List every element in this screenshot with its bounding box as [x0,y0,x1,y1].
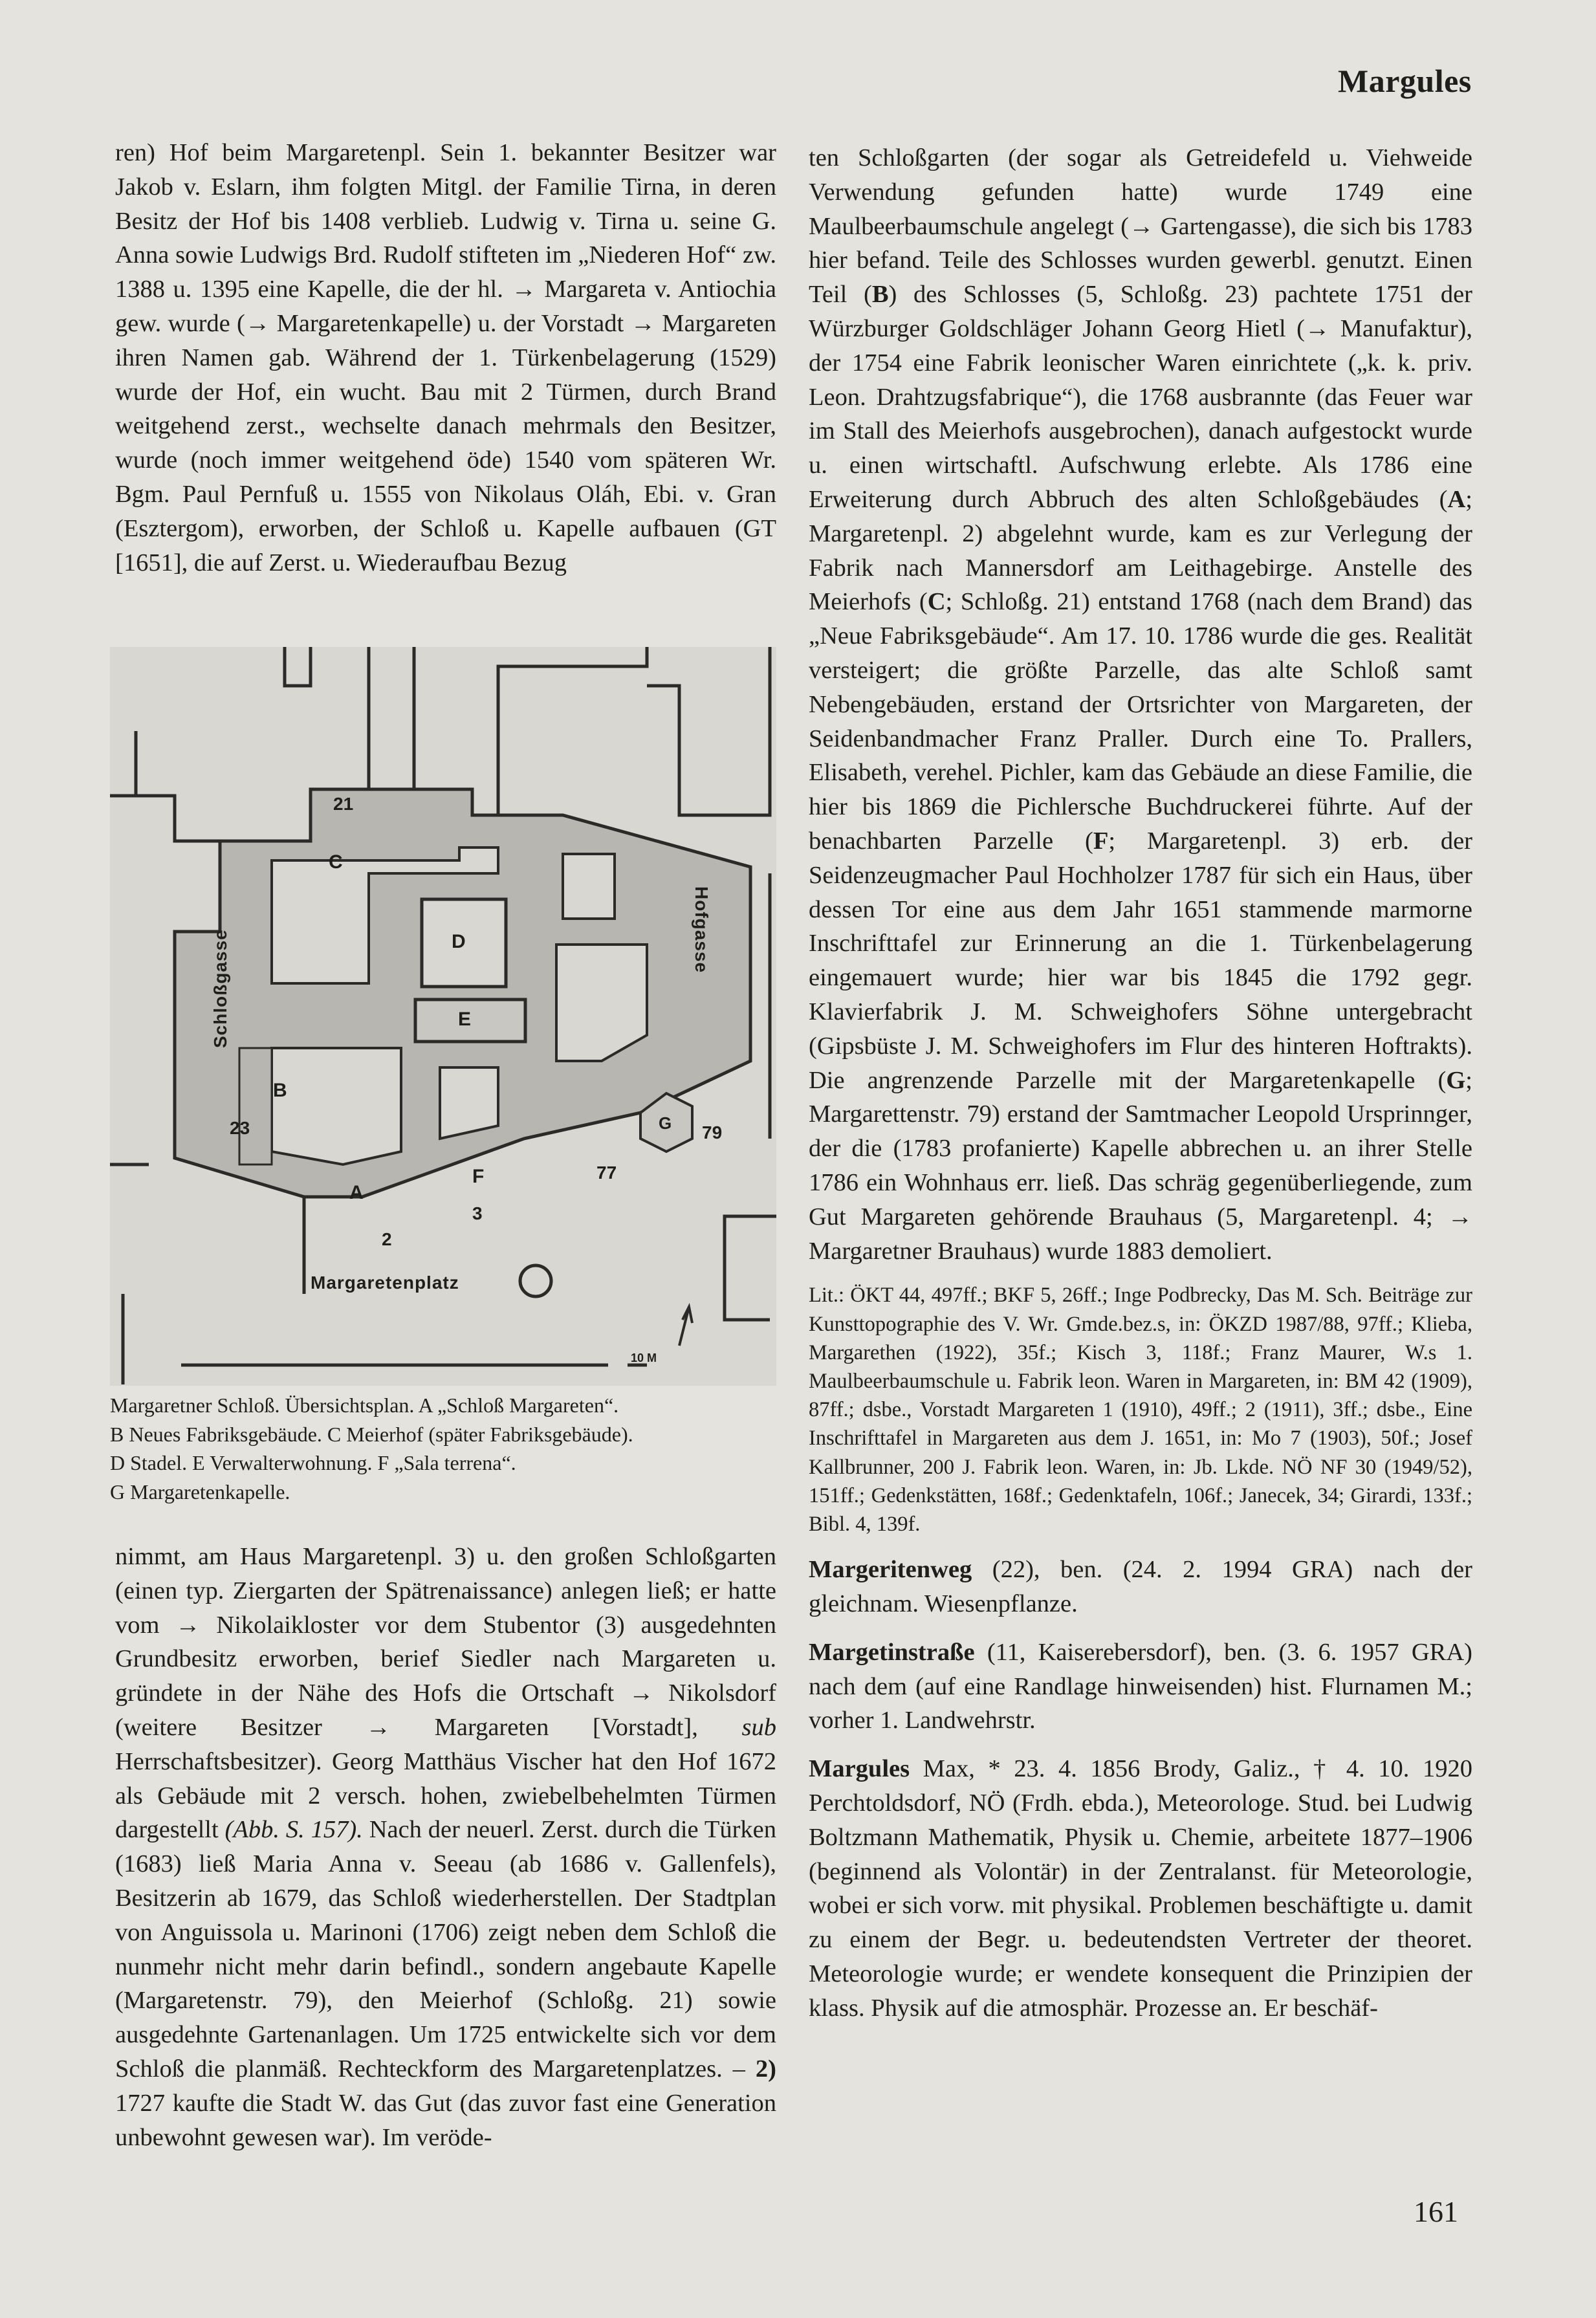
site-plan-figure [110,647,776,1386]
plan-label-hofgasse: Hofgasse [692,886,712,974]
caption-line: B Neues Fabriksgebäude. C Meierhof (später Fabriksgebäude). [110,1422,633,1446]
entry-margules: Margules Max, * 23. 4. 1856 Brody, Galiz., † 4. 10. 1920 Perchtoldsdorf, NÖ (Frdh. ebda.), Meteorologe. Stud. bei Ludwig Boltzmann Mathematik, Physik u. Chemie, arbeitete 1877–1906 (beginnend als Volontär) in der Zentralanst. für Meteorologie, wobei er sich vorw. mit physikal. Problemen beschäftigte u. damit zu einem der Begr. u. bedeutendsten Vertreter der theoret. Meteorologie wurde; er wendete konsequent die Prinzipien der klass. Physik auf die atmosphär. Prozesse an. Er beschäf- [809,1755,1472,2022]
site-plan-drawing [110,647,776,1386]
page-header-title: Margules [1338,63,1472,99]
plan-label-E: E [458,1009,472,1030]
paragraph: nimmt, am Haus Margaretenpl. 3) u. den großen Schloßgarten (einen typ. Ziergarten der Spätrenaissance) anlegen ließ; er hatte vom → Nikolaikloster vor dem Stubentor (3) ausgedehnten Grundbesitz erworben, berief Siedler nach Margareten u. gründete in der Nähe des Hofs die Ortschaft → Nikolsdorf (weitere Besitzer → Margareten [Vorstadt], sub Herrschaftsbesitzer). Georg Matthäus Vischer hat den Hof 1672 als Gebäude mit 2 versch. hohen, zwiebelbehelmten Türmen dargestellt (Abb. S. 157). Nach der neuerl. Zerst. durch die Türken (1683) ließ Maria Anna v. Seeau (ab 1686 v. Gallenfels), Besitzerin ab 1679, das Schloß wiederherstellen. Der Stadtplan von Anguissola u. Marinoni (1706) zeigt neben dem Schloß die nunmehr nicht mehr darin befindl., sondern angebaute Kapelle (Margaretenstr. 79), den Meierhof (Schloßg. 21) sowie ausgedehnte Gartenanlagen. Um 1725 entwickelte sich vor dem Schloß die planmäß. Rechteckform des Margaretenplatzes. – 2) 1727 kaufte die Stadt W. das Gut (das zuvor fast eine Generation unbewohnt gewesen war). Im veröde- [115,1543,776,2151]
entry-margeritenweg: Margeritenweg (22), ben. (24. 2. 1994 GRA) nach der gleichnam. Wiesenpflanze. [809,1556,1472,1617]
left-column-top [115,136,776,580]
plan-label-D: D [452,931,466,952]
caption-line: Margaretner Schloß. Übersichtsplan. A „Schloß Margareten“. [110,1394,619,1417]
plan-label-23: 23 [230,1118,250,1138]
paragraph: ren) Hof beim Margaretenpl. Sein 1. bekannter Besitzer war Jakob v. Eslarn, ihm folgten Mitgl. der Familie Tirna, in deren Besitz der Hof bis 1408 verblieb. Ludwig v. Tirna u. seine G. Anna sowie Ludwigs Brd. Rudolf stifteten im „Niederen Hof“ zw. 1388 u. 1395 eine Kapelle, die der hl. → Margareta v. Antiochia gew. wurde (→ Margaretenkapelle) u. der Vorstadt → Margareten ihren Namen gab. Während der 1. Türkenbelagerung (1529) wurde der Hof, ein wucht. Bau mit 2 Türmen, durch Brand weitgehend zerst., wechselte danach mehrmals den Besitzer, wurde (noch immer weitgehend öde) 1540 vom späteren Wr. Bgm. Paul Pernfuß u. 1555 von Nikolaus Oláh, Ebi. v. Gran (Esztergom), erworben, der Schloß u. Kapelle aufbauen (GT [1651], die auf Zerst. u. Wiederaufbau Bezug [115,139,776,576]
plan-label-G: G [659,1113,672,1133]
plan-label-2: 2 [382,1229,392,1249]
page-number: 161 [1414,2195,1458,2228]
plan-label-21: 21 [333,794,354,814]
caption-line: D Stadel. E Verwalterwohnung. F „Sala terrena“. [110,1451,516,1474]
entry-margetinstrasse: Margetinstraße (11, Kaiserebersdorf), ben. (3. 6. 1957 GRA) nach dem (auf eine Randlage hinweisenden) hist. Flurnamen M.; vorher 1. Landwehrstr. [809,1638,1472,1734]
plan-label-3: 3 [472,1203,483,1223]
plan-label-schlossgasse: Schloßgasse [210,929,230,1048]
plan-label-79: 79 [702,1122,723,1143]
figure-caption [110,1391,776,1506]
plan-label-scale: 10 M [631,1351,657,1364]
plan-label-F: F [472,1166,485,1187]
plan-label-77: 77 [596,1163,617,1183]
paragraph-schloss: ten Schloßgarten (der sogar als Getreidefeld u. Viehweide Verwendung gefunden hatte) wurde 1749 eine Maulbeerbaumschule angelegt (→ Gartengasse), die sich bis 1783 hier befand. Teile des Schlosses wurden gewerbl. genutzt. Einen Teil (B) des Schlosses (5, Schloßg. 23) pachtete 1751 der Würzburger Goldschläger Johann Georg Hietl (→ Manufaktur), der 1754 eine Fabrik leonischer Waren einrichtete („k. k. priv. Leon. Drahtzugsfabrique“), die 1768 ausbrannte (das Feuer war im Stall des Meierhofs ausgebrochen), danach aufgestockt wurde u. einen wirtschaftl. Aufschwung erlebte. Als 1786 eine Erweiterung durch Abbruch des alten Schloßgebäudes (A; Margaretenpl. 2) abgelehnt wurde, kam es zur Verlegung der Fabrik nach Mannersdorf am Leithagebirge. Anstelle des Meierhofs (C; Schloßg. 21) entstand 1768 (nach dem Brand) das „Neue Fabriksgebäude“. Am 17. 10. 1786 wurde die ges. Realität versteigert; die größte Parzelle, das alte Schloß samt Nebengebäuden, erstand der Ortsrichter von Margareten, der Seidenbandmacher Franz Praller. Durch eine To. Prallers, Elisabeth, verehel. Pichler, kam das Gebäude an diese Familie, die hier bis 1869 die Pichlersche Buchdruckerei führte. Auf der benachbarten Parzelle (F; Margaretenpl. 3) erb. der Seidenzeugmacher Paul Hochholzer 1787 für sich ein Haus, über dessen Tor eine aus dem Jahr 1651 stammende marmorne Inschrifttafel zur Erinnerung an die 1. Türkenbelagerung eingemauert wurde; hier war bis 1845 die 1792 gegr. Klavierfabrik J. M. Schweighofers Söhne untergebracht (Gipsbüste J. M. Schweighofers im Flur des hinteren Hoftrakts). Die angrenzende Parzelle mit der Margaretenkapelle (G; Margarettenstr. 79) erstand der Samtmacher Leopold Ursprinnger, der die (1783 profanierte) Kapelle abbrechen u. an ihrer Stelle 1786 ein Wohnhaus err. ließ. Das schräg gegenüberliegende, zum Gut Margareten gehörende Brauhaus (5, Margaretenpl. 4; → Margaretner Brauhaus) wurde 1883 demoliert. [809,144,1472,1265]
left-column-bottom [115,1540,776,2154]
literature-list: Lit.: ÖKT 44, 497ff.; BKF 5, 26ff.; Inge Podbrecky, Das M. Sch. Beiträge zur Kunsttopographie des V. Wr. Gmde.bez.s, in: ÖKZD 1987/88, 97ff.; Klieba, Margarethen (1922), 35f.; Kisch 3, 118f.; Franz Maurer, W.s 1. Maulbeerbaumschule u. Fabrik leon. Waren in Margareten, in: BM 42 (1909), 87ff.; dsbe., Vorstadt Margareten 1 (1910), 49ff.; 2 (1911), 3ff.; dsbe., Eine Inschrifttafel in Margareten aus dem J. 1651, in: Mo 7 (1903), 50f.; Josef Kallbrunner, 200 J. Fabrik leon. Waren, in: Jb. Lkde. NÖ NF 30 (1949/52), 151ff.; Gedenkstätten, 168f.; Gedenktafeln, 106f.; Janecek, 34; Girardi, 133f.; Bibl. 4, 139f. [809,1284,1472,1536]
plan-label-margaretenplatz: Margaretenplatz [311,1273,459,1293]
right-column [809,141,1472,2025]
plan-label-C: C [329,851,343,873]
caption-line: G Margaretenkapelle. [110,1480,290,1503]
plan-label-B: B [273,1080,287,1101]
plan-label-A: A [349,1182,364,1203]
